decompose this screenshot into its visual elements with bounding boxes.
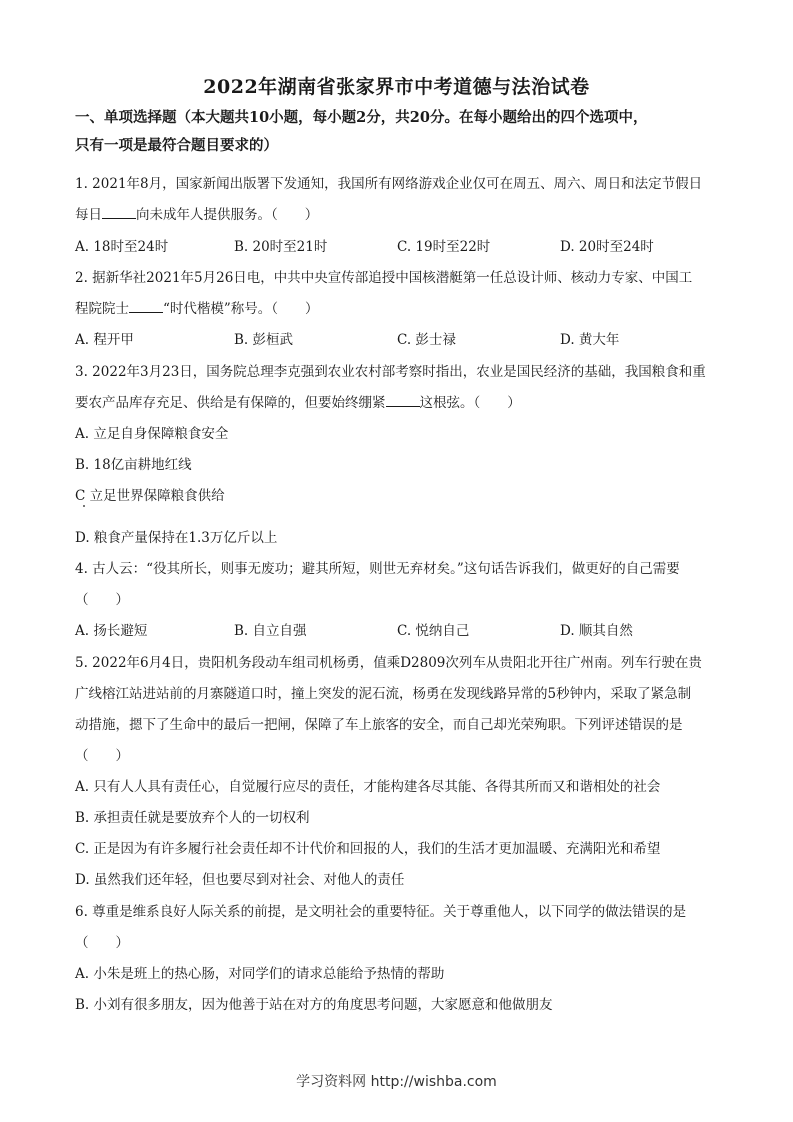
question-5-stem-line-2: 广线榕江站进站前的月寨隧道口时，撞上突发的泥石流，杨勇在发现线路异常的5秒钟内，采取了紧急制 <box>75 686 692 702</box>
question-1-option-c: C. 19时至22时 <box>397 239 491 255</box>
answer-blank <box>386 394 420 407</box>
question-3-option-b: B. 18亿亩耕地红线 <box>75 457 192 473</box>
question-5-stem-line-3: 动措施，摁下了生命中的最后一把闸，保障了车上旅客的安全，而自己却光荣殉职。下列评述错误的是 <box>75 717 683 733</box>
question-4-stem-line-2: （ ） <box>75 592 129 608</box>
footer-watermark: 学习资料网 http://wishba.com <box>296 1074 497 1090</box>
question-5-option-a: A. 只有人人具有责任心，自觉履行应尽的责任，才能构建各尽其能、各得其所而又和谐相处的社会 <box>75 779 661 795</box>
question-6-stem-line-2: （ ） <box>75 935 129 951</box>
question-2-stem-text-b: “时代楷模”称号。（ ） <box>163 301 319 317</box>
answer-blank <box>129 300 163 313</box>
question-6-option-b: B. 小刘有很多朋友，因为他善于站在对方的角度思考问题，大家愿意和他做朋友 <box>75 997 553 1013</box>
question-6-option-a: A. 小朱是班上的热心肠，对同学们的请求总能给予热情的帮助 <box>75 966 445 982</box>
question-3-stem-text-a: 要农产品库存充足、供给是有保障的，但要始终绷紧 <box>75 395 386 411</box>
question-3-stem-line-1: 3. 2022年3月23日，国务院总理李克强到农业农村部考察时指出，农业是国民经济的基础，我国粮食和重 <box>75 364 706 380</box>
question-3-stem-text-b: 这根弦。（ ） <box>419 395 521 411</box>
question-3-option-a: A. 立足自身保障粮食安全 <box>75 426 229 442</box>
question-4-option-d: D. 顺其自然 <box>560 623 633 639</box>
question-1-stem-text-b: 向未成年人提供服务。（ ） <box>136 207 319 223</box>
question-5-stem-line-1: 5. 2022年6月4日，贵阳机务段动车组司机杨勇，值乘D2809次列车从贵阳北开往广州南。列车行驶在贵 <box>75 655 702 671</box>
question-2-option-d: D. 黄大年 <box>560 332 620 348</box>
question-1-option-a: A. 18时至24时 <box>75 239 169 255</box>
section-heading-line-1: 一、单项选择题（本大题共10小题，每小题2分，共20分。在每小题给出的四个选项中， <box>75 109 648 126</box>
question-2-stem-line-2 <box>75 297 319 317</box>
section-heading <box>75 104 725 160</box>
question-5-stem-line-4: （ ） <box>75 748 129 764</box>
question-1-stem-text-a: 每日 <box>75 207 102 223</box>
question-3-option-d: D. 粮食产量保持在1.3万亿斤以上 <box>75 530 278 546</box>
question-4-option-b: B. 自立自强 <box>234 623 307 639</box>
question-5-option-d: D. 虽然我们还年轻，但也要尽到对社会、对他人的责任 <box>75 872 405 888</box>
stray-mark <box>83 505 85 507</box>
question-4-stem-line-1: 4. 古人云：“役其所长，则事无废功；避其所短，则世无弃材矣。”这句话告诉我们，做更好的自己需要 <box>75 561 680 577</box>
question-5-option-b: B. 承担责任就是要放弃个人的一切权利 <box>75 810 310 826</box>
question-2-stem-text-a: 程院院士 <box>75 301 129 317</box>
question-2-option-c: C. 彭士禄 <box>397 332 456 348</box>
question-3-option-c: C 立足世界保障粮食供给 <box>75 488 225 504</box>
question-6-stem-line-1: 6. 尊重是维系良好人际关系的前提，是文明社会的重要特征。关于尊重他人，以下同学的做法错误的是 <box>75 904 687 920</box>
question-1-option-d: D. 20时至24时 <box>560 239 654 255</box>
question-4-option-c: C. 悦纳自己 <box>397 623 470 639</box>
question-2-option-b: B. 彭桓武 <box>234 332 294 348</box>
section-heading-line-2: 只有一项是最符合题目要求的） <box>75 137 278 154</box>
answer-blank <box>102 206 136 219</box>
question-4-option-a: A. 扬长避短 <box>75 623 148 639</box>
question-1-stem-line-1: 1. 2021年8月，国家新闻出版署下发通知，我国所有网络游戏企业仅可在周五、周六、周日和法定节假日 <box>75 176 703 192</box>
question-1-stem-line-2 <box>75 203 318 223</box>
question-2-stem-line-1: 2. 据新华社2021年5月26日电，中共中央宣传部追授中国核潜艇第一任总设计师、核动力专家、中国工 <box>75 270 693 286</box>
question-3-stem-line-2 <box>75 391 521 411</box>
question-5-option-c: C. 正是因为有许多履行社会责任却不计代价和回报的人，我们的生活才更加温暖、充满阳光和希望 <box>75 841 661 857</box>
question-2-option-a: A. 程开甲 <box>75 332 134 348</box>
question-1-option-b: B. 20时至21时 <box>234 239 328 255</box>
page-title: 2022年湖南省张家界市中考道德与法治试卷 <box>203 76 590 98</box>
